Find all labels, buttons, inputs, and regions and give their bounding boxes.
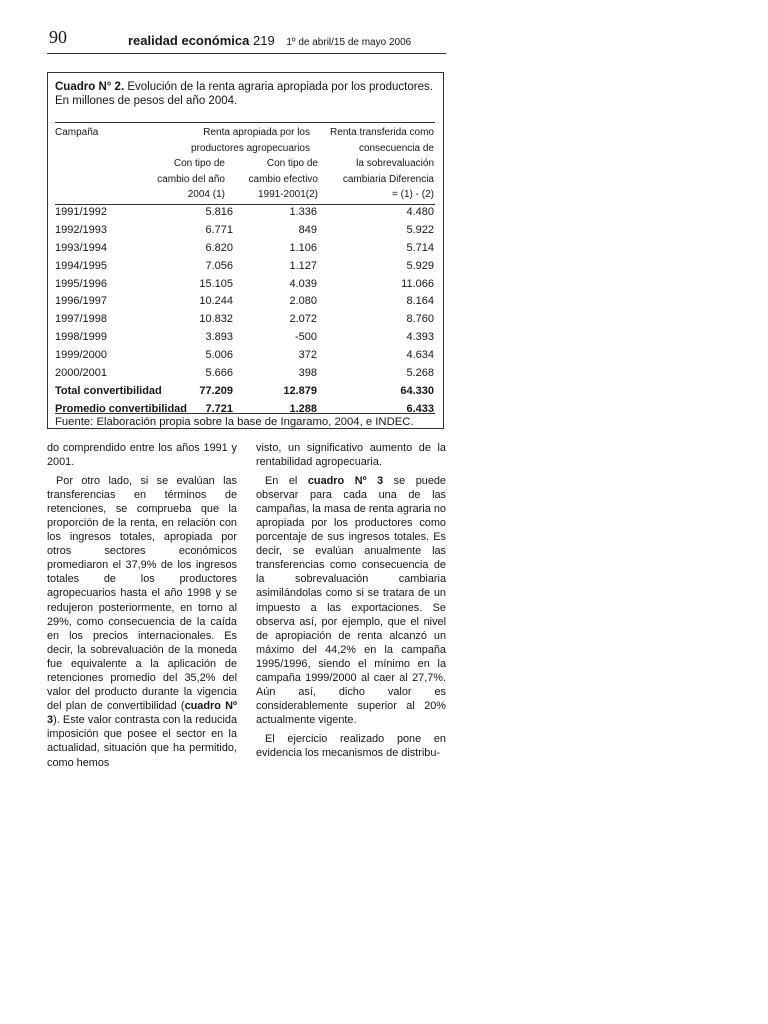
caption-text: Evolución de la renta agraria apropiada por los productores. En millones de pesos del año 2004. bbox=[55, 81, 433, 107]
issue-date: 1º de abril/15 de mayo 2006 bbox=[286, 37, 412, 48]
cell-campana: 1991/1992 bbox=[55, 206, 107, 218]
cell-col3: 5.922 bbox=[406, 223, 434, 236]
table-reference: cuadro Nº 3 bbox=[47, 700, 237, 727]
cell-campana: 2000/2001 bbox=[55, 367, 107, 380]
table-caption bbox=[55, 80, 440, 108]
cell-campana: 1999/2000 bbox=[55, 349, 107, 362]
cell-col2: 1.127 bbox=[289, 259, 317, 272]
cell-col1: 10.244 bbox=[199, 295, 233, 308]
header-col2: Con tipo de cambio efectivo 1991-2001(2) bbox=[248, 158, 318, 200]
table-row bbox=[55, 365, 435, 383]
cell-col3: 4.480 bbox=[406, 206, 434, 218]
cell-col2: -500 bbox=[294, 331, 317, 344]
cell-col1: 5.816 bbox=[205, 206, 233, 218]
paragraph: visto, un significativo aumento de la rentabilidad agropecuaria. bbox=[256, 442, 446, 469]
paragraph: do comprendido entre los años 1991 y 2001. bbox=[47, 442, 237, 469]
cell-col2: 849 bbox=[298, 223, 317, 236]
cell-col1: 15.105 bbox=[199, 277, 233, 290]
cell-campana: 1998/1999 bbox=[55, 331, 107, 344]
paragraph: El ejercicio realizado pone en evidencia los mecanismos de distribu- bbox=[256, 732, 446, 759]
table-row bbox=[55, 293, 435, 311]
cell-col2: 2.080 bbox=[289, 295, 317, 308]
table-row bbox=[55, 222, 435, 240]
cell-col3: 11.066 bbox=[401, 277, 434, 290]
paragraph: En el cuadro Nº 3 se puede observar para cada una de las campañas, la masa de renta agraria no apropiada por los productores como porcentaje de sus ingresos totales. Es decir, se evalúan anualmente las transferencias como consecuencia de la sobrevaluación cambiaria asimilándolas como si se tratara de un impuesto a las exportaciones. Se observa así, por ejemplo, que el nivel de apropiación de renta alcanzó un máximo del 44,2% en la campaña 1995/1996, siendo el mínimo en la campaña 1999/2000 al caer al 27,7%. Aún así, dicho valor es considerablemente superior al 20% actualmente vigente. bbox=[256, 474, 446, 727]
table-row bbox=[55, 329, 435, 347]
cell-col1: 7.056 bbox=[205, 259, 233, 272]
total-label: Total convertibilidad bbox=[55, 384, 162, 397]
running-head bbox=[128, 33, 411, 48]
cell-col2: 1.336 bbox=[289, 206, 317, 218]
table-bottom-rule bbox=[55, 413, 435, 414]
page-number: 90 bbox=[49, 27, 67, 47]
cell-col3: 8.164 bbox=[406, 295, 434, 308]
cell-col2: 1.106 bbox=[289, 241, 317, 254]
cell-campana: 1993/1994 bbox=[55, 241, 107, 254]
cell-col1: 6.771 bbox=[205, 223, 233, 236]
total-col3: 64.330 bbox=[400, 384, 434, 397]
cell-col1: 6.820 bbox=[205, 241, 233, 254]
cell-campana: 1996/1997 bbox=[55, 295, 107, 308]
table-row bbox=[55, 258, 435, 276]
cell-col1: 5.666 bbox=[205, 367, 233, 380]
table-cuadro-2 bbox=[47, 72, 444, 429]
table-source: Fuente: Elaboración propia sobre la base de Ingaramo, 2004, e INDEC. bbox=[55, 416, 414, 428]
cell-col3: 5.268 bbox=[406, 367, 434, 380]
table-row bbox=[55, 276, 435, 294]
header-group: Renta apropiada por los productores agropecuarios bbox=[191, 127, 310, 154]
header-campana: Campaña bbox=[55, 127, 99, 138]
cell-col2: 398 bbox=[298, 367, 317, 380]
average-col1: 7.721 bbox=[205, 402, 233, 415]
journal-title: realidad económica bbox=[128, 33, 250, 48]
cell-col2: 372 bbox=[298, 349, 317, 362]
table-reference: cuadro Nº 3 bbox=[307, 474, 384, 487]
cell-campana: 1992/1993 bbox=[55, 223, 107, 236]
cell-col2: 4.039 bbox=[289, 277, 317, 290]
cell-col2: 2.072 bbox=[289, 313, 317, 326]
cell-campana: 1994/1995 bbox=[55, 259, 107, 272]
average-col3: 6.433 bbox=[406, 402, 434, 415]
table-row bbox=[55, 240, 435, 258]
paragraph: Por otro lado, si se evalúan las transferencias en términos de retenciones, se comprueba que la proporción de la renta, en relación con los ingresos totales, apropiada por otros sectores económicos promediaron el 37,9% de los ingresos totales de los productores agropecuarios hasta el año 1998 y se redujeron posteriormente, en torno al 29%, como consecuencia de la caída en los precios internacionales. Es decir, la sobrevaluación de la moneda fue equivalente a la aplicación de retenciones promedio del 35,2% del valor del producto durante la vigencia del plan de convertibilidad (cuadro Nº 3). Este valor contrasta con la reducida imposición que posee el sector en la actualidad, situación que ha permitido, como hemos bbox=[47, 474, 237, 769]
average-col2: 1.288 bbox=[289, 402, 317, 415]
cell-campana: 1997/1998 bbox=[55, 313, 107, 326]
table-row bbox=[55, 347, 435, 365]
issue-number: 219 bbox=[253, 33, 275, 48]
table-row bbox=[55, 311, 435, 329]
cell-col3: 8.760 bbox=[406, 313, 434, 326]
table-row bbox=[55, 204, 435, 222]
total-col2: 12.879 bbox=[283, 384, 317, 397]
header-col1: Con tipo de cambio del año 2004 (1) bbox=[157, 158, 225, 200]
caption-label: Cuadro N° 2. bbox=[55, 81, 125, 93]
cell-campana: 1995/1996 bbox=[55, 277, 107, 290]
table-body bbox=[55, 204, 435, 419]
average-label: Promedio convertibilidad bbox=[55, 402, 188, 415]
total-col1: 77.209 bbox=[199, 384, 233, 397]
body-column-right bbox=[256, 441, 446, 765]
cell-col1: 5.006 bbox=[205, 349, 233, 362]
table-total-row bbox=[55, 383, 435, 401]
body-column-left bbox=[47, 441, 237, 774]
header-rule bbox=[47, 53, 446, 54]
cell-col3: 4.393 bbox=[406, 331, 434, 344]
table-top-rule bbox=[55, 122, 435, 123]
cell-col3: 5.714 bbox=[406, 241, 434, 254]
cell-col3: 4.634 bbox=[406, 349, 434, 362]
cell-col3: 5.929 bbox=[406, 259, 434, 272]
cell-col1: 3.893 bbox=[205, 331, 233, 344]
cell-col1: 10.832 bbox=[199, 313, 233, 326]
header-col3: Renta transferida como consecuencia de la sobrevaluación cambiaria Diferencia = (1) - (2) bbox=[330, 127, 434, 200]
